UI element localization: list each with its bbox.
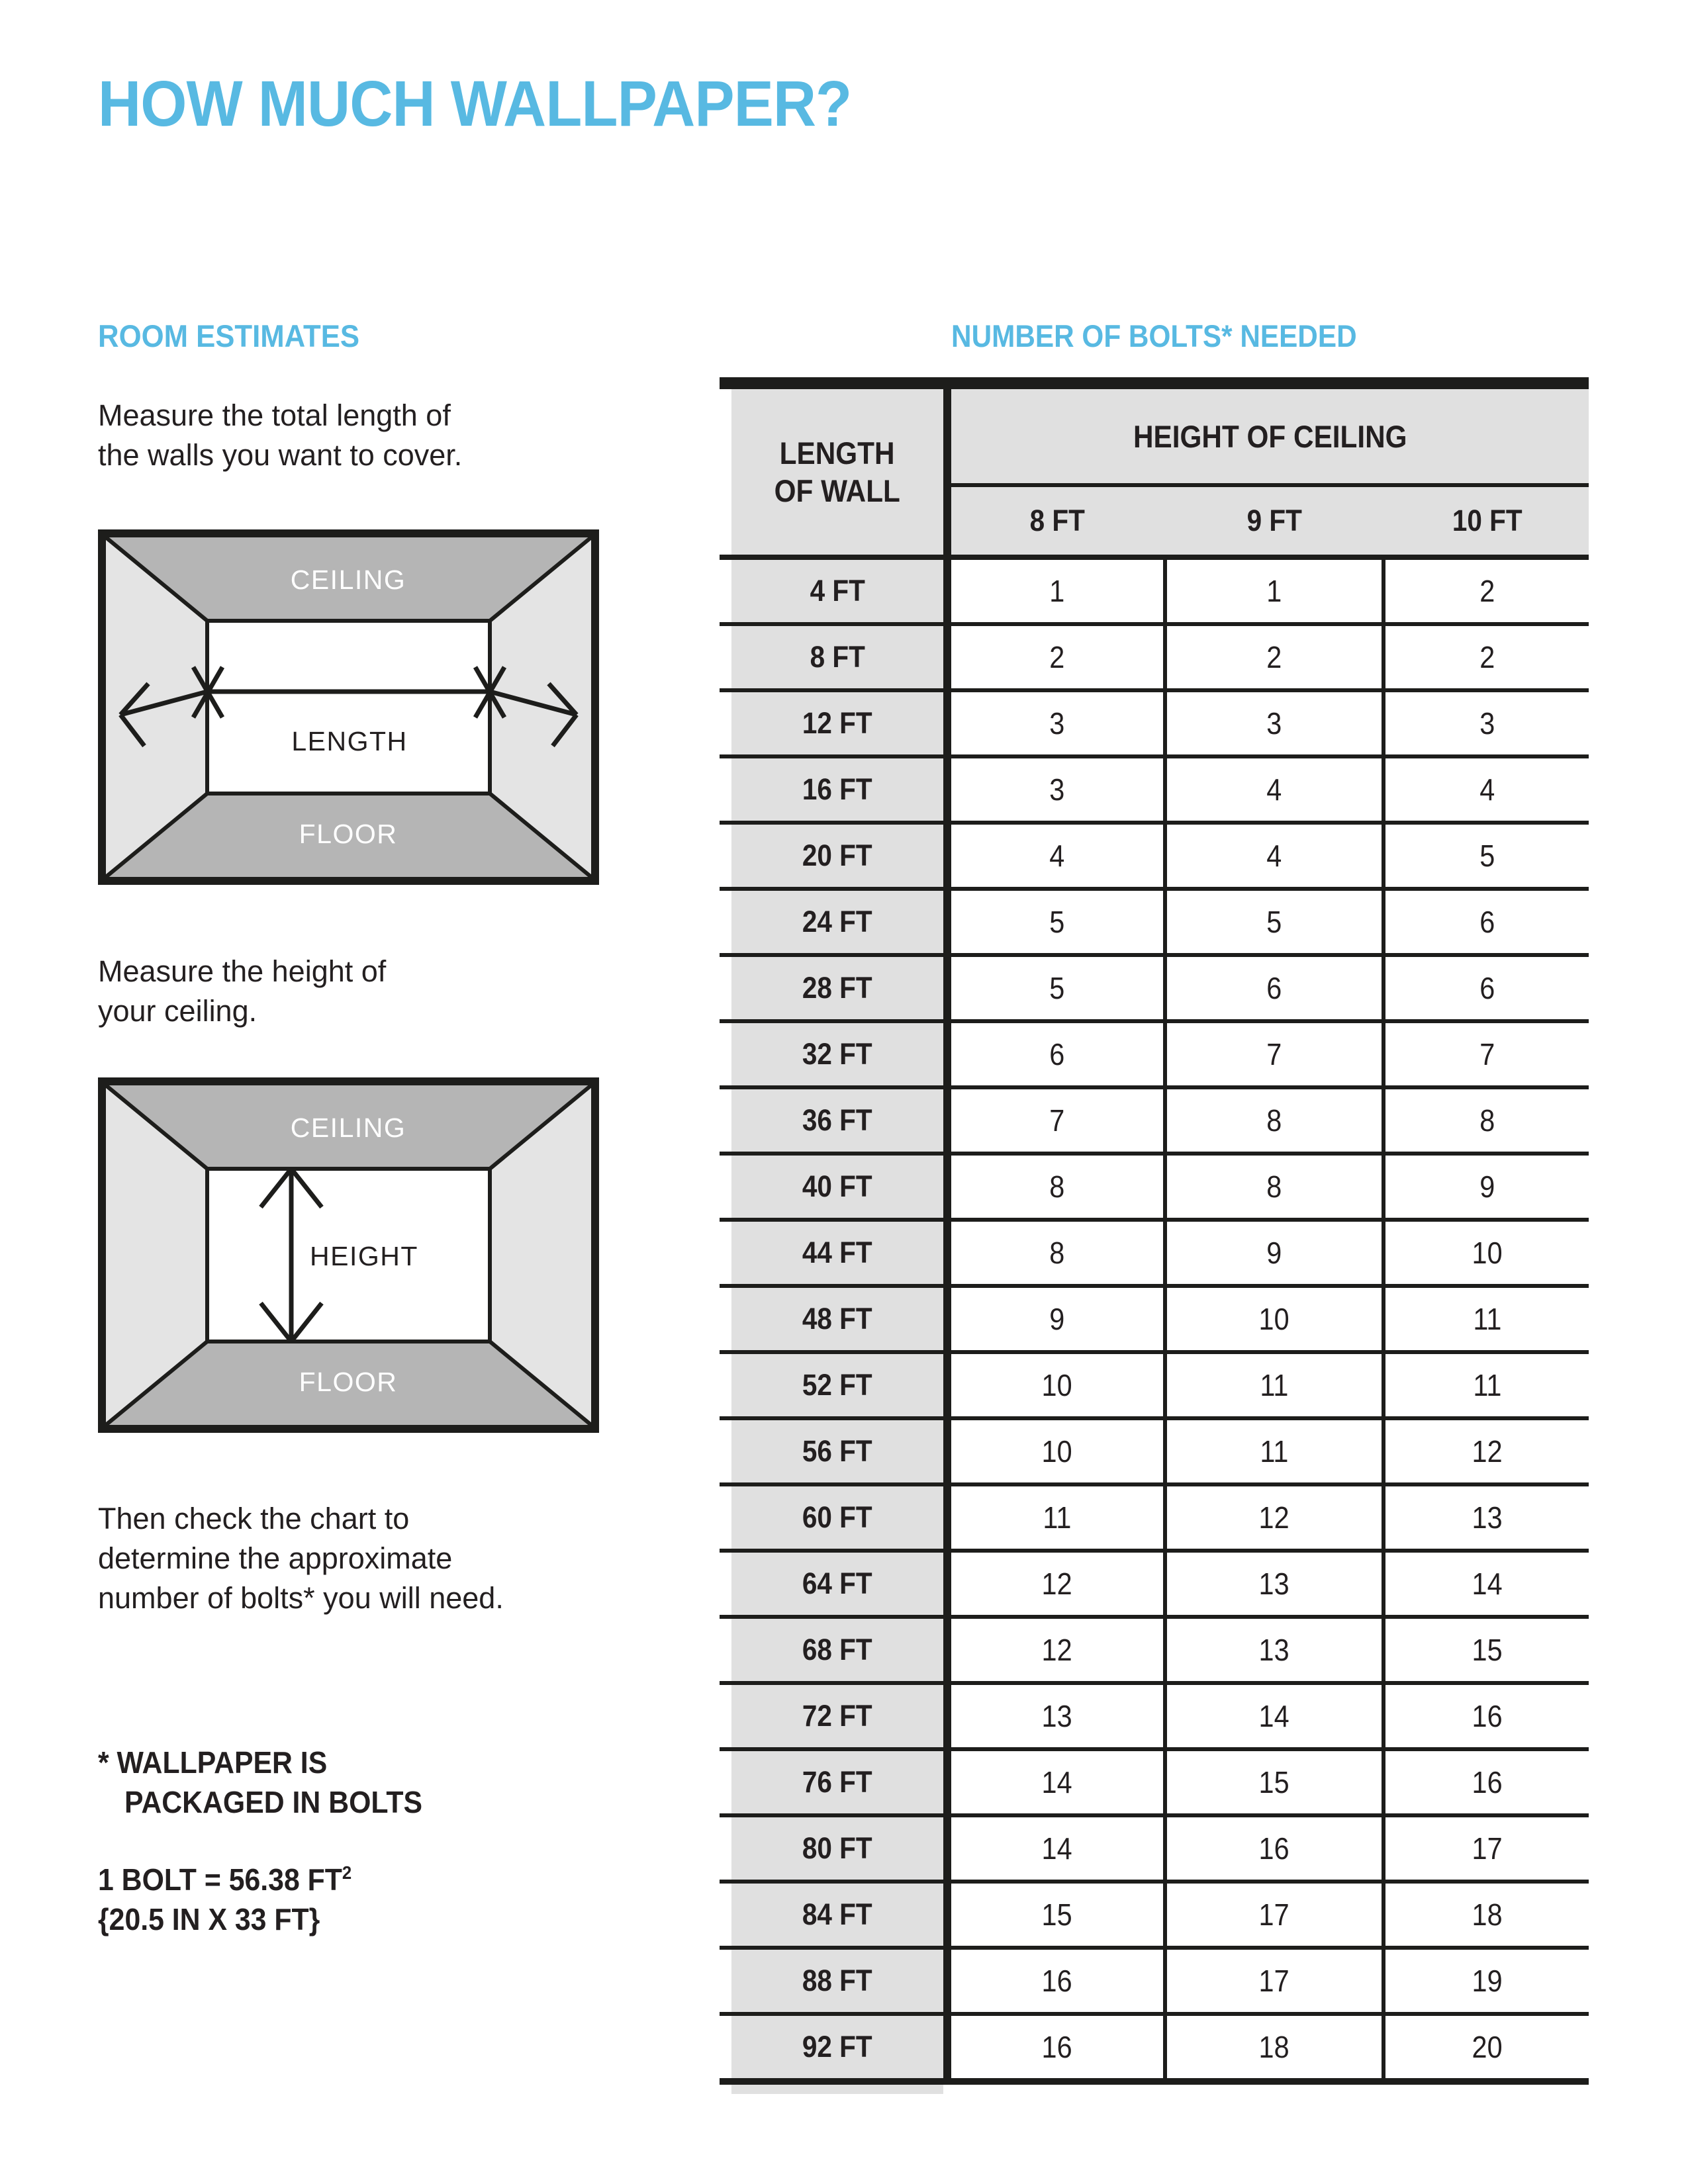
floor-label: FLOOR bbox=[299, 819, 398, 849]
cell-value: 14 bbox=[1041, 1765, 1073, 1799]
row-label: 44 FT bbox=[802, 1236, 872, 1269]
cell-value: 2 bbox=[1479, 640, 1495, 674]
row-label: 68 FT bbox=[802, 1633, 872, 1666]
bolts-table bbox=[720, 377, 1589, 2094]
table-row bbox=[720, 1420, 1589, 1486]
row-label: 16 FT bbox=[802, 772, 872, 806]
bolt-dimensions: {20.5 IN X 33 FT} bbox=[98, 1901, 320, 1936]
cell-value: 12 bbox=[1258, 1500, 1290, 1535]
cell-value: 16 bbox=[1041, 2030, 1073, 2064]
row-label: 60 FT bbox=[802, 1500, 872, 1534]
cell-value: 2 bbox=[1049, 640, 1065, 674]
cell-value: 3 bbox=[1266, 706, 1282, 741]
cell-value: 4 bbox=[1049, 839, 1065, 873]
table-row bbox=[720, 1553, 1589, 1619]
cell-value: 16 bbox=[1472, 1699, 1503, 1733]
length-label: LENGTH bbox=[291, 726, 408, 756]
row-label: 76 FT bbox=[802, 1765, 872, 1799]
height-label: HEIGHT bbox=[310, 1241, 418, 1271]
bolt-equation: 1 BOLT = 56.38 $FT^2$ bbox=[98, 1862, 352, 1897]
room-height-diagram bbox=[98, 1077, 599, 1433]
cell-value: 8 bbox=[1049, 1236, 1065, 1270]
bolt-spec bbox=[98, 1853, 371, 1939]
cell-value: 10 bbox=[1041, 1434, 1073, 1469]
table-bottom-rule bbox=[720, 2078, 1589, 2085]
column-group-header: HEIGHT OF CEILING bbox=[1133, 418, 1407, 454]
cell-value: 8 bbox=[1049, 1169, 1065, 1204]
row-label: 24 FT bbox=[802, 905, 872, 938]
footnote-line: PACKAGED IN BOLTS bbox=[124, 1785, 422, 1819]
table-row bbox=[720, 1288, 1589, 1354]
table-row bbox=[720, 626, 1589, 692]
cell-value: 13 bbox=[1258, 1567, 1290, 1601]
cell-value: 6 bbox=[1266, 971, 1282, 1005]
paragraph-line: determine the approximate bbox=[98, 1541, 453, 1575]
cell-value: 1 bbox=[1049, 574, 1065, 608]
cell-value: 6 bbox=[1479, 905, 1495, 939]
table-row bbox=[720, 825, 1589, 891]
cell-value: 19 bbox=[1472, 1964, 1503, 1998]
row-label: 52 FT bbox=[802, 1368, 872, 1402]
row-label: 56 FT bbox=[802, 1434, 872, 1468]
cell-value: 5 bbox=[1479, 839, 1495, 873]
table-row bbox=[720, 1950, 1589, 2016]
row-label: 8 FT bbox=[810, 640, 865, 674]
cell-value: 8 bbox=[1479, 1103, 1495, 1138]
cell-value: 3 bbox=[1049, 706, 1065, 741]
table-row bbox=[720, 1751, 1589, 1817]
cell-value: 4 bbox=[1266, 772, 1282, 807]
table-row bbox=[720, 1486, 1589, 1553]
cell-value: 12 bbox=[1472, 1434, 1503, 1469]
cell-value: 5 bbox=[1049, 905, 1065, 939]
cell-value: 12 bbox=[1041, 1567, 1073, 1601]
cell-value: 11 bbox=[1472, 1368, 1501, 1402]
cell-value: 17 bbox=[1258, 1964, 1290, 1998]
cell-value: 6 bbox=[1479, 971, 1495, 1005]
table-row bbox=[720, 758, 1589, 825]
paragraph-line: Measure the total length of bbox=[98, 398, 451, 432]
row-label: 4 FT bbox=[810, 574, 865, 608]
header-bottom-rule bbox=[720, 555, 1589, 560]
cell-value: 18 bbox=[1258, 2030, 1290, 2064]
row-label: 28 FT bbox=[802, 971, 872, 1005]
row-axis-header: LENGTH OF WALL bbox=[774, 435, 901, 508]
cell-value: 16 bbox=[1472, 1765, 1503, 1799]
cell-value: 7 bbox=[1479, 1037, 1495, 1071]
cell-value: 5 bbox=[1049, 971, 1065, 1005]
paragraph-line: Measure the height of bbox=[98, 954, 387, 988]
cell-value: 16 bbox=[1041, 1964, 1073, 1998]
row-label: 80 FT bbox=[802, 1831, 872, 1865]
paragraph-line: number of bolts* you will need. bbox=[98, 1581, 504, 1615]
label-column-stub bbox=[731, 2085, 943, 2094]
instruction-length-paragraph bbox=[98, 396, 462, 475]
cell-value: 15 bbox=[1258, 1765, 1290, 1799]
cell-value: 6 bbox=[1049, 1037, 1065, 1071]
table-row bbox=[720, 1354, 1589, 1420]
column-header-10ft: 10 FT bbox=[1452, 504, 1523, 537]
table-row bbox=[720, 1023, 1589, 1089]
row-label: 64 FT bbox=[802, 1567, 872, 1600]
column-header-8ft: 8 FT bbox=[1029, 504, 1085, 537]
table-row bbox=[720, 1222, 1589, 1288]
cell-value: 5 bbox=[1266, 905, 1282, 939]
row-label: 40 FT bbox=[802, 1169, 872, 1203]
cell-value: 4 bbox=[1266, 839, 1282, 873]
page-title-text: HOW MUCH WALLPAPER? bbox=[98, 68, 852, 140]
cell-value: 16 bbox=[1258, 1831, 1290, 1866]
row-label: 88 FT bbox=[802, 1964, 872, 1997]
cell-value: 17 bbox=[1258, 1897, 1290, 1932]
cell-value: 10 bbox=[1041, 1368, 1073, 1402]
table-row bbox=[720, 1619, 1589, 1685]
row-label: 72 FT bbox=[802, 1699, 872, 1733]
cell-value: 10 bbox=[1258, 1302, 1290, 1336]
bolts-footnote bbox=[98, 1743, 445, 1822]
cell-value: 15 bbox=[1041, 1897, 1073, 1932]
ceiling-label: CEILING bbox=[290, 565, 406, 595]
cell-value: 14 bbox=[1258, 1699, 1290, 1733]
table-rows bbox=[720, 560, 1589, 2078]
cell-value: 13 bbox=[1041, 1699, 1073, 1733]
room-length-diagram bbox=[98, 529, 599, 885]
cell-value: 14 bbox=[1041, 1831, 1073, 1866]
cell-value: 17 bbox=[1472, 1831, 1503, 1866]
row-label: 92 FT bbox=[802, 2030, 872, 2064]
table-top-rule bbox=[720, 377, 1589, 389]
squared-exponent: 2 bbox=[342, 1862, 352, 1883]
cell-value: 11 bbox=[1472, 1302, 1501, 1336]
paragraph-line: Then check the chart to bbox=[98, 1502, 410, 1535]
back-wall bbox=[207, 621, 490, 794]
page-title bbox=[98, 68, 908, 140]
cell-value: 8 bbox=[1266, 1103, 1282, 1138]
row-label: 36 FT bbox=[802, 1103, 872, 1137]
table-row bbox=[720, 1817, 1589, 1884]
paragraph-line: the walls you want to cover. bbox=[98, 438, 463, 472]
cell-value: 2 bbox=[1479, 574, 1495, 608]
cell-value: 11 bbox=[1260, 1434, 1289, 1469]
row-label: 20 FT bbox=[802, 839, 872, 872]
row-label: 48 FT bbox=[802, 1302, 872, 1336]
row-label: 12 FT bbox=[802, 706, 872, 740]
table-row bbox=[720, 560, 1589, 626]
cell-value: 11 bbox=[1260, 1368, 1289, 1402]
cell-value: 14 bbox=[1472, 1567, 1503, 1601]
cell-value: 7 bbox=[1049, 1103, 1065, 1138]
cell-value: 12 bbox=[1041, 1633, 1073, 1667]
cell-value: 3 bbox=[1479, 706, 1495, 741]
cell-value: 9 bbox=[1266, 1236, 1282, 1270]
cell-value: 13 bbox=[1258, 1633, 1290, 1667]
paragraph-line: your ceiling. bbox=[98, 994, 258, 1028]
cell-value: 7 bbox=[1266, 1037, 1282, 1071]
table-row bbox=[720, 1089, 1589, 1156]
table-row bbox=[720, 1884, 1589, 1950]
table-row bbox=[720, 891, 1589, 957]
row-label: 84 FT bbox=[802, 1897, 872, 1931]
cell-value: 10 bbox=[1472, 1236, 1503, 1270]
row-label: 32 FT bbox=[802, 1037, 872, 1071]
table-row bbox=[720, 692, 1589, 758]
cell-value: 4 bbox=[1479, 772, 1495, 807]
instruction-chart-paragraph bbox=[98, 1499, 504, 1618]
cell-value: 9 bbox=[1049, 1302, 1065, 1336]
cell-value: 18 bbox=[1472, 1897, 1503, 1932]
cell-value: 15 bbox=[1472, 1633, 1503, 1667]
table-row bbox=[720, 957, 1589, 1023]
table-row bbox=[720, 2016, 1589, 2078]
cell-value: 3 bbox=[1049, 772, 1065, 807]
cell-value: 13 bbox=[1472, 1500, 1503, 1535]
cell-value: 8 bbox=[1266, 1169, 1282, 1204]
cell-value: 11 bbox=[1043, 1500, 1072, 1535]
cell-value: 2 bbox=[1266, 640, 1282, 674]
table-row bbox=[720, 1156, 1589, 1222]
footnote-line: * WALLPAPER IS bbox=[98, 1745, 328, 1780]
instruction-height-paragraph bbox=[98, 952, 386, 1031]
cell-value: 1 bbox=[1266, 574, 1282, 608]
room-estimates-heading: ROOM ESTIMATES bbox=[98, 318, 360, 353]
bolts-table-heading: NUMBER OF BOLTS* NEEDED bbox=[951, 318, 1357, 353]
ceiling-label: CEILING bbox=[290, 1113, 406, 1143]
cell-value: 9 bbox=[1479, 1169, 1495, 1204]
cell-value: 20 bbox=[1472, 2030, 1503, 2064]
floor-label: FLOOR bbox=[299, 1367, 398, 1397]
column-header-9ft: 9 FT bbox=[1246, 504, 1302, 537]
table-row bbox=[720, 1685, 1589, 1751]
